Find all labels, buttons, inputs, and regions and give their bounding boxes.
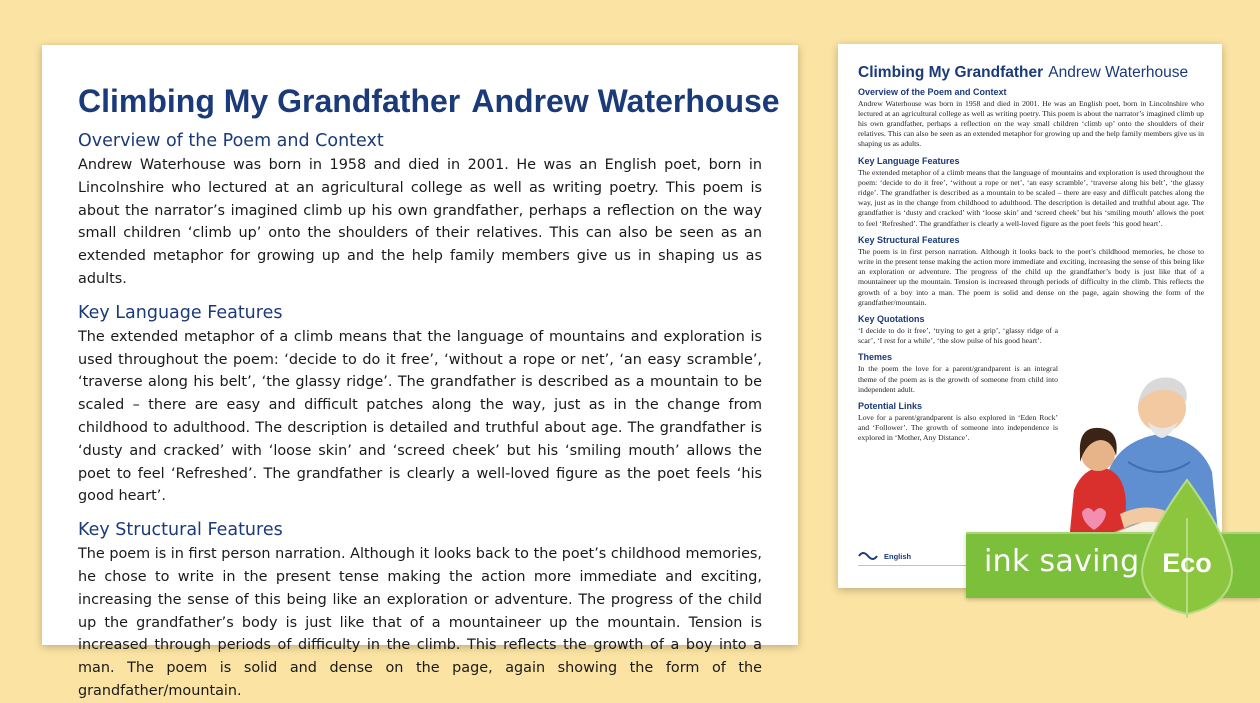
thumb-heading-links: Potential Links xyxy=(858,400,923,411)
document-page-large xyxy=(42,45,798,699)
poem-title: Climbing My Grandfather xyxy=(78,83,461,119)
document-title xyxy=(78,83,780,119)
thumb-body-overview: Andrew Waterhouse was born in 1958 and died in 2001. He was an English poet, born in Lincolnshire who lectured at an agricultural college as well as writing poetry. This poem is about the narrator’s imagined climb up his own grandfather, perhaps a reflection on the way small children ‘climb up’ onto the shoulders of their relatives. This can also be seen as an extended metaphor for growing up and the help family members give us in shaping us as adults. xyxy=(858,98,1204,149)
thumb-body-links: Love for a parent/grandparent is also explored in ‘Eden Rock’ and ‘Follower’. The growth of someone into independence is explored in ‘Mother, Any Distance’. xyxy=(858,412,1058,443)
ink-saving-label: ink saving xyxy=(984,544,1140,579)
thumbnail-title xyxy=(858,64,1204,81)
section-heading-language: Key Language Features xyxy=(78,302,283,323)
section-body-structure: The poem is in first person narration. Although it looks back to the poet’s childhood memories, he chose to write in the present tense making the action more immediate and exciting, increasing the sense of this being like an exploration or adventure. The progress of the child up the grandfather’s body is just like that of a mountaineer up the mountain. Tension is increased through periods of difficulty in the climb. This reflects the growth of a boy into a man. The poem is solid and dense on the page, again showing the form of the grandfather/mountain. xyxy=(78,546,762,699)
thumb-heading-themes: Themes xyxy=(858,352,893,363)
section-body-language: The extended metaphor of a climb means that the language of mountains and exploration is used throughout the poem: ‘decide to do it free’, ‘without a rope or net’, ‘an easy scramble’, ‘traverse along his belt’, ‘the glassy ridge’. The grandfather is described as a mountain to be scaled – there are easy and difficult patches along the way, just as in the change from childhood to adulthood. The description is detailed and truthful about age. The grandfather is ‘dusty and cracked’ with ‘loose skin’ and ‘screed cheek’ but his ‘smiling mouth’ allows the poet to feel ‘Refreshed’. The grandfather is clearly a well-loved figure as the poet feels ‘his good heart’. xyxy=(78,328,762,505)
eco-leaf-icon xyxy=(1136,478,1238,618)
footer-subject-label: English xyxy=(884,551,912,561)
twinkl-logo-icon xyxy=(858,550,878,562)
thumbnail-poem-title: Climbing My Grandfather xyxy=(858,64,1044,81)
section-heading-overview: Overview of the Poem and Context xyxy=(78,131,384,151)
poem-author: Andrew Waterhouse xyxy=(471,83,780,119)
thumb-heading-overview: Overview of the Poem and Context xyxy=(858,86,1007,97)
thumb-body-themes: In the poem the love for a parent/grandparent is an integral theme of the poem as is the growth of someone from child into independent adult. xyxy=(858,364,1058,394)
eco-label: Eco xyxy=(1162,548,1212,578)
thumb-body-quotations: ‘I decide to do it free’, ‘trying to get a grip’, ‘glassy ridge of a scar’, ‘I rest for a while’, ‘the slow pulse of his good heart’. xyxy=(858,325,1058,346)
thumbnail-poem-author: Andrew Waterhouse xyxy=(1048,64,1189,81)
footer-logo xyxy=(858,550,911,562)
thumb-body-structure: The poem is in first person narration. Although it looks back to the poet’s childhood memories, he chose to write in the present tense making the action more immediate and exciting, increasing the sense of this being like an exploration or adventure. The progress of the child up the grandfather’s body is just like that of a mountaineer up the mountain. Tension is increased through periods of difficulty in the climb. This reflects the growth of a boy into a man. The poem is solid and dense on the page, again showing the form of the grandfather/mountain. xyxy=(858,246,1204,307)
thumb-body-language: The extended metaphor of a climb means that the language of mountains and exploration is used throughout the poem: ‘decide to do it free’, ‘without a rope or net’, ‘an easy scramble’, ‘traverse along his belt’, ‘the glassy ridge’. The grandfather is described as a mountain to be scaled – there are easy and difficult patches along the way, just as in the change from childhood to adulthood. The description is detailed and truthful about age. The grandfather is ‘dusty and cracked’ with ‘loose skin’ and ‘screed cheek’ but his ‘smiling mouth’ allows the poet to feel ‘Refreshed’. The grandfather is clearly a well-loved figure as the poet feels ‘his good heart’. xyxy=(858,167,1204,228)
section-heading-structure: Key Structural Features xyxy=(78,520,283,541)
section-body-overview: Andrew Waterhouse was born in 1958 and died in 2001. He was an English poet, born in Lincolnshire who lectured at an agricultural college as well as writing poetry. This poem is about the narrator’s imagined climb up his own grandfather, perhaps a reflection on the way small children ‘climb up’ onto the shoulders of their relatives. This can also be seen as an extended metaphor for growing up and the help family members give us in shaping us as adults. xyxy=(78,157,762,287)
thumb-heading-quotations: Key Quotations xyxy=(858,313,925,324)
thumb-heading-language: Key Language Features xyxy=(858,155,960,166)
thumb-heading-structure: Key Structural Features xyxy=(858,234,960,245)
